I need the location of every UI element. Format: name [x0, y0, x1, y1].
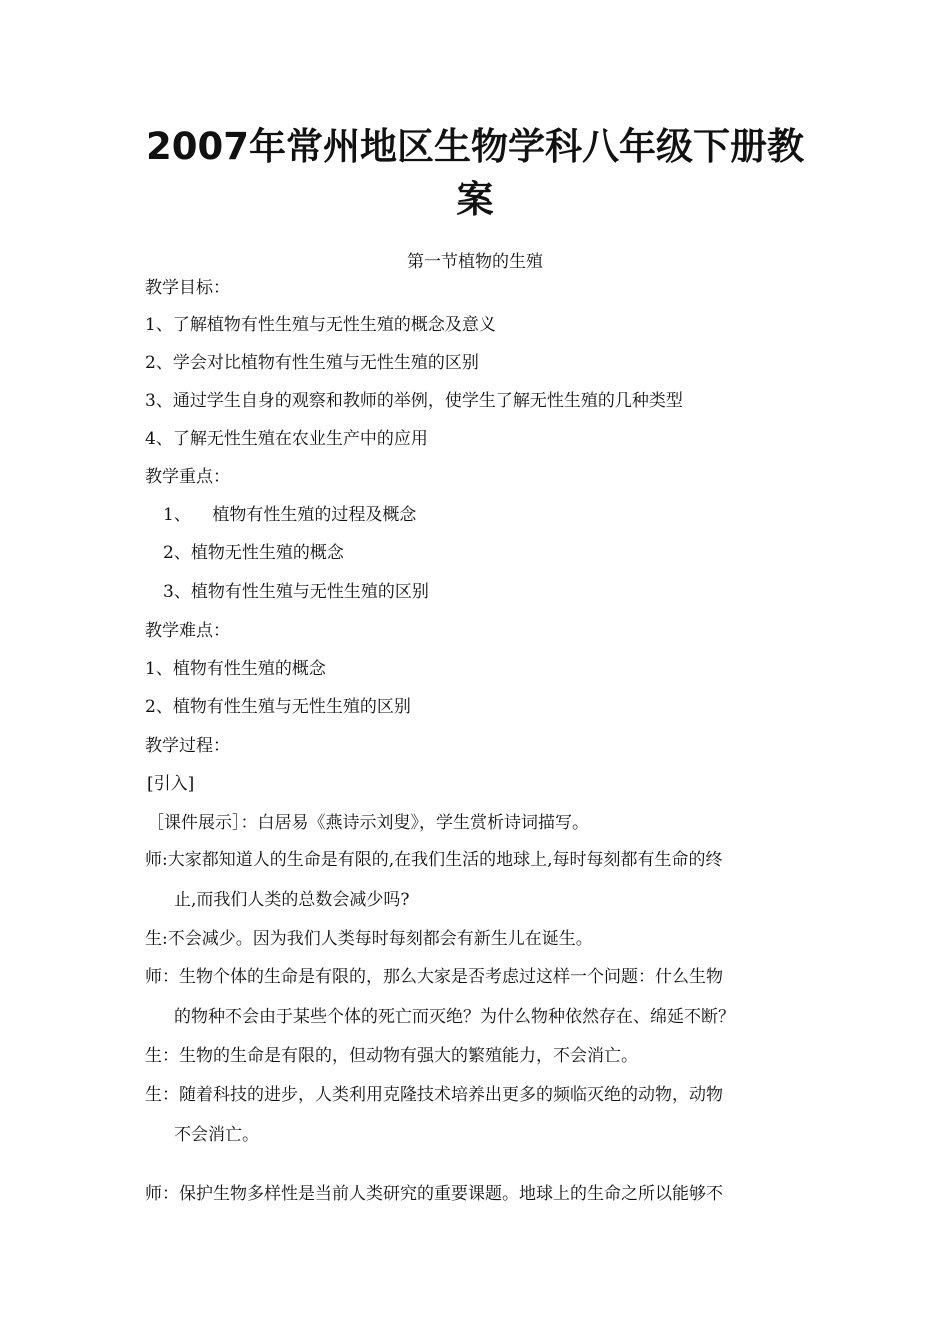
dialogue-line: 师:大家都知道人的生命是有限的,在我们生活的地球上,每时每刻都有生命的终 — [145, 850, 723, 870]
objective-item: 3、通过学生自身的观察和教师的举例，使学生了解无性生殖的几种类型 — [145, 391, 683, 411]
dialogue-line: 师：保护生物多样性是当前人类研究的重要课题。地球上的生命之所以能够不 — [145, 1184, 723, 1204]
objectives-heading: 教学目标： — [145, 278, 230, 298]
difficulties-heading: 教学难点： — [145, 621, 230, 641]
document-title: 2007年常州地区生物学科八年级下册教案 — [146, 125, 804, 221]
dialogue-line: 师：生物个体的生命是有限的，那么大家是否考虑过这样一个问题：什么生物 — [145, 967, 723, 987]
dialogue-line: 生：生物的生命是有限的，但动物有强大的繁殖能力，不会消亡。 — [145, 1046, 638, 1066]
dialogue-paragraph — [145, 1174, 810, 1214]
section-title: 第一节植物的生殖 — [407, 252, 543, 272]
intro-label: [引入] — [147, 774, 195, 794]
process-heading: 教学过程： — [145, 736, 230, 756]
dialogue-paragraph — [145, 840, 810, 920]
courseware-line: ［课件展示］：白居易《燕诗示刘叟》，学生赏析诗词描写。 — [147, 813, 589, 833]
key-points-heading: 教学重点： — [145, 467, 230, 487]
dialogue-line: 生:不会减少。因为我们人类每时每刻都会有新生儿在诞生。 — [145, 929, 593, 949]
dialogue-paragraph — [145, 957, 810, 1037]
difficulty-item: 1、植物有性生殖的概念 — [145, 659, 326, 679]
key-point-item: 3、植物有性生殖与无性生殖的区别 — [163, 582, 429, 602]
difficulty-item: 2、植物有性生殖与无性生殖的区别 — [145, 697, 411, 717]
dialogue-continuation: 止,而我们人类的总数会减少吗? — [174, 890, 410, 910]
objective-item: 1、了解植物有性生殖与无性生殖的概念及意义 — [145, 315, 496, 335]
dialogue-paragraph — [145, 919, 810, 959]
dialogue-paragraph — [145, 1036, 810, 1076]
dialogue-paragraph — [145, 1075, 810, 1155]
objective-item: 2、学会对比植物有性生殖与无性生殖的区别 — [145, 353, 479, 373]
dialogue-continuation: 的物种不会由于某些个体的死亡而灭绝？为什么物种依然存在、绵延不断？ — [174, 1007, 735, 1027]
objective-item: 4、了解无性生殖在农业生产中的应用 — [145, 429, 428, 449]
key-point-item: 2、植物无性生殖的概念 — [163, 543, 344, 563]
key-point-item: 1、 植物有性生殖的过程及概念 — [163, 505, 417, 525]
dialogue-continuation: 不会消亡。 — [174, 1125, 259, 1145]
dialogue-line: 生：随着科技的进步，人类利用克隆技术培养出更多的频临灭绝的动物，动物 — [145, 1085, 723, 1105]
